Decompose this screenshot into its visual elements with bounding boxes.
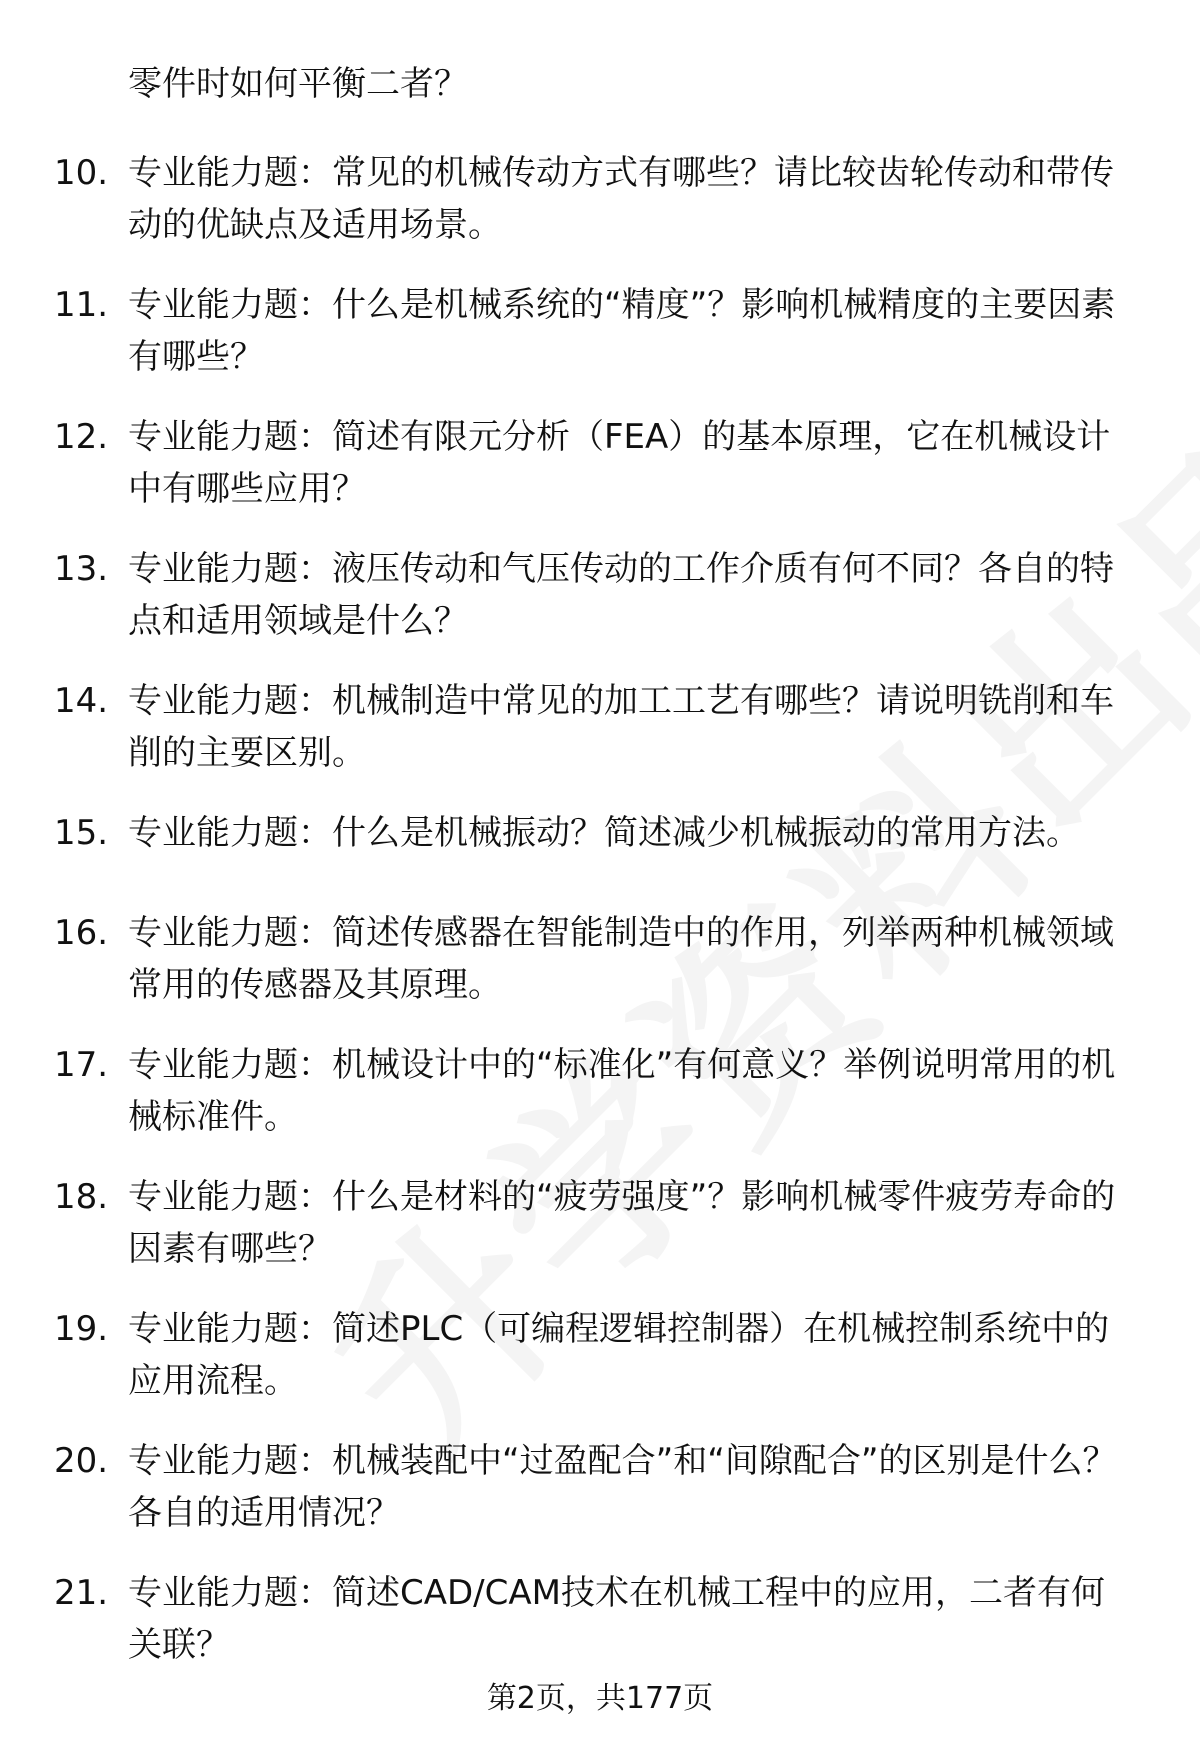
question-number: 13. xyxy=(54,549,109,589)
question-number: 19. xyxy=(54,1309,109,1349)
question-item xyxy=(0,279,1200,411)
question-text: 专业能力题：什么是机械系统的“精度”？影响机械精度的主要因素有哪些？ xyxy=(128,285,1116,377)
question-number: 17. xyxy=(54,1045,109,1085)
question-text: 专业能力题：简述有限元分析（FEA）的基本原理，它在机械设计中有哪些应用？ xyxy=(128,417,1111,509)
question-number: 15. xyxy=(54,813,109,853)
question-number: 10. xyxy=(54,153,109,193)
question-number: 21. xyxy=(54,1573,109,1613)
question-item xyxy=(0,1171,1200,1303)
question-text: 专业能力题：机械设计中的“标准化”有何意义？举例说明常用的机械标准件。 xyxy=(128,1045,1116,1137)
question-item xyxy=(0,907,1200,1039)
question-list xyxy=(0,147,1200,1699)
question-text: 专业能力题：什么是机械振动？简述减少机械振动的常用方法。 xyxy=(128,813,1080,853)
question-text: 专业能力题：液压传动和气压传动的工作介质有何不同？各自的特点和适用领域是什么？ xyxy=(128,549,1114,641)
question-number: 14. xyxy=(54,681,109,721)
question-item xyxy=(0,543,1200,675)
question-text: 专业能力题：机械制造中常见的加工工艺有哪些？请说明铣削和车削的主要区别。 xyxy=(128,681,1114,773)
question-text: 专业能力题：什么是材料的“疲劳强度”？影响机械零件疲劳寿命的因素有哪些？ xyxy=(128,1177,1116,1269)
question-number: 12. xyxy=(54,417,109,457)
question-item xyxy=(0,1039,1200,1171)
question-number: 20. xyxy=(54,1441,109,1481)
question-number: 18. xyxy=(54,1177,109,1217)
question-item xyxy=(0,1435,1200,1567)
question-text: 专业能力题：常见的机械传动方式有哪些？请比较齿轮传动和带传动的优缺点及适用场景。 xyxy=(128,153,1114,245)
question-text: 专业能力题：简述PLC（可编程逻辑控制器）在机械控制系统中的应用流程。 xyxy=(128,1309,1110,1401)
continued-question-text: 零件时如何平衡二者？ xyxy=(128,64,468,104)
question-number: 11. xyxy=(54,285,109,325)
question-item xyxy=(0,675,1200,807)
question-text: 专业能力题：机械装配中“过盈配合”和“间隙配合”的区别是什么？各自的适用情况？ xyxy=(128,1441,1117,1533)
question-number: 16. xyxy=(54,913,109,953)
question-item xyxy=(0,147,1200,279)
page-footer: 第2页，共177页 xyxy=(486,1681,714,1716)
question-item xyxy=(0,807,1200,907)
question-text: 专业能力题：简述CAD/CAM技术在机械工程中的应用，二者有何关联？ xyxy=(128,1573,1105,1665)
question-item xyxy=(0,411,1200,543)
question-item xyxy=(0,1303,1200,1435)
question-text: 专业能力题：简述传感器在智能制造中的作用，列举两种机械领域常用的传感器及其原理。 xyxy=(128,913,1114,1005)
